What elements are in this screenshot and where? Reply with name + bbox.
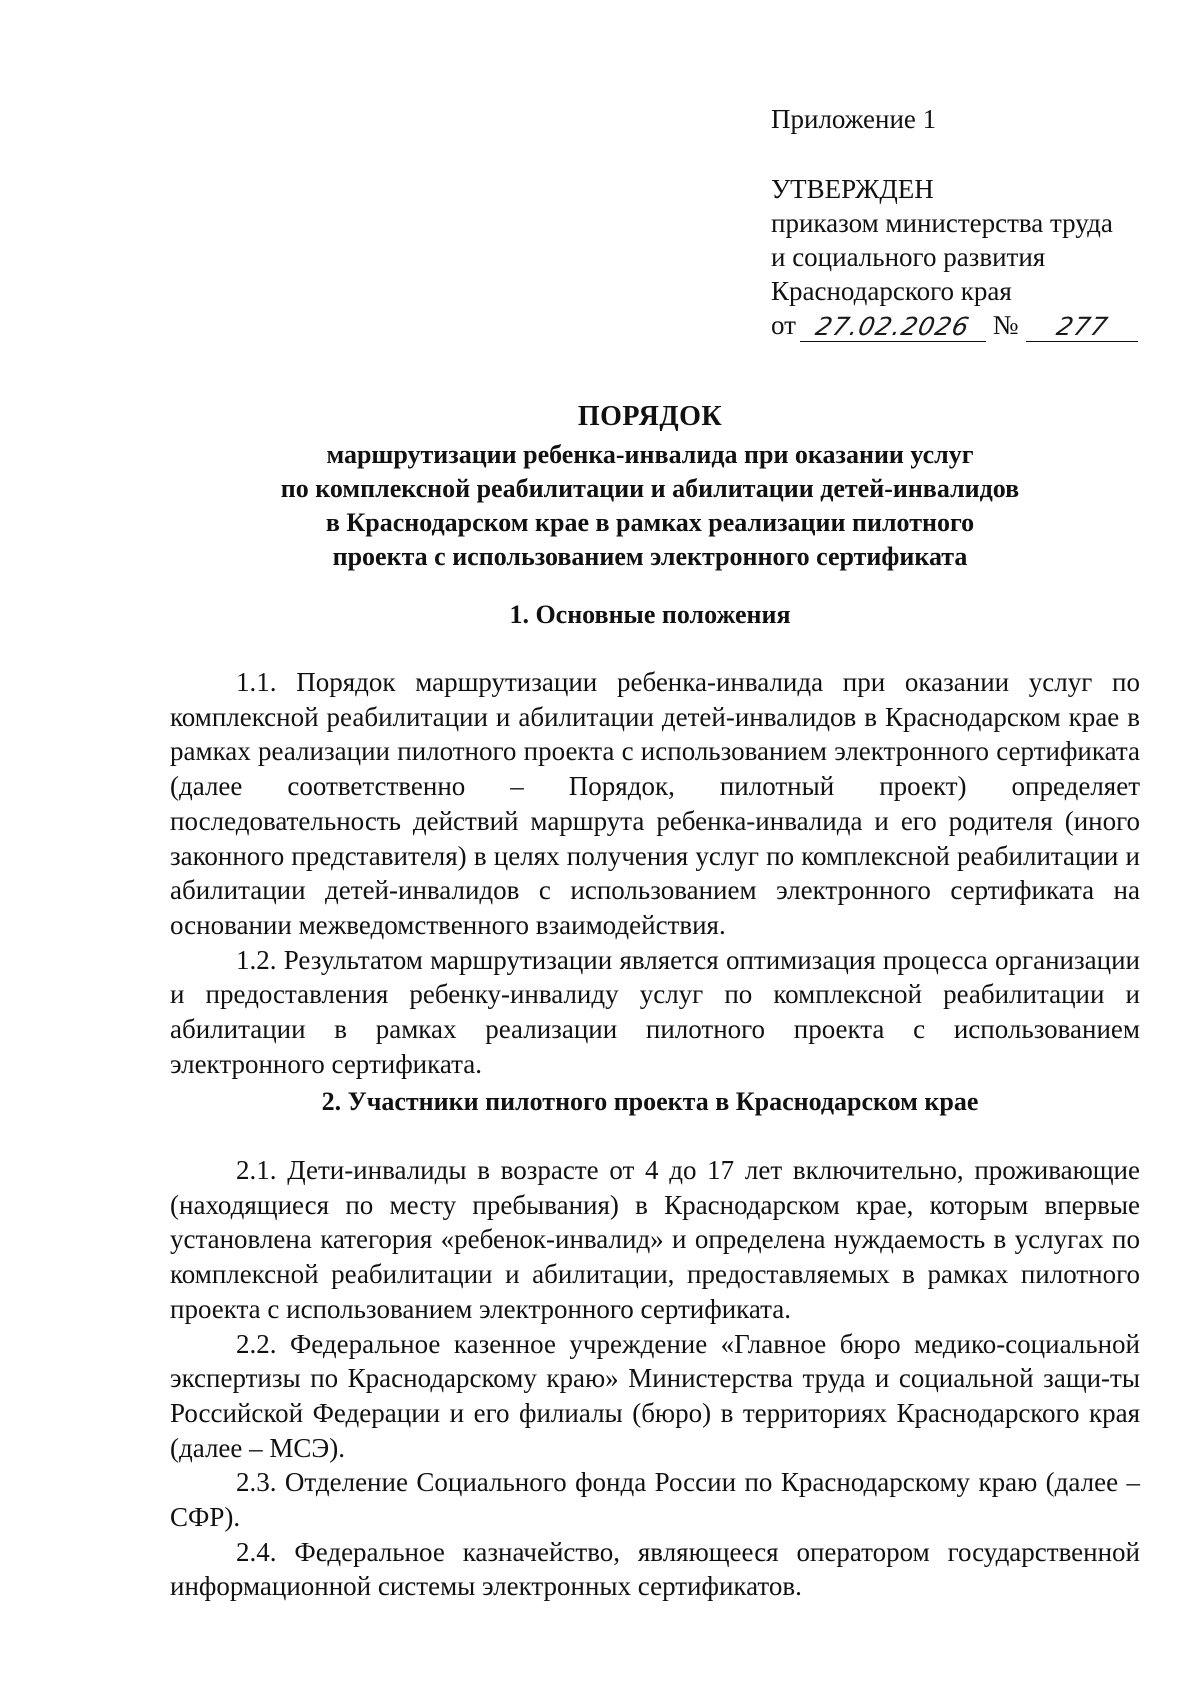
title-sub-line-1: маршрутизации ребенка-инвалида при оказании услуг [326, 440, 974, 469]
number-prefix: № [992, 310, 1019, 340]
approval-line-2: и социального развития [771, 242, 1046, 272]
paragraph-2-1: 2.1. Дети-инвалиды в возрасте от 4 до 17 лет включительно, проживающие (находящиеся по месту пребывания) в Краснодарском крае, которым впервые установлена категория «ребенок-инвалид» и определена нуждаемость в услугах по комплексной реабилитации и абилитации, предоставляемых в рамках пилотного проекта с использованием электронного сертификата. [170, 1155, 1140, 1324]
paragraph-1-1: 1.1. Порядок маршрутизации ребенка-инвалида при оказании услуг по комплексной реабилитации и абилитации детей-инвалидов в Краснодарском крае в рамках реализации пилотного проекта с использованием электронного сертификата (далее соответственно – Порядок, пилотный проект) определяет последовательность действий маршрута ребенка-инвалида и его родителя (иного законного представителя) в целях получения услуг по комплексной реабилитации и абилитации детей-инвалидов с использованием электронного сертификата на основании межведомственного взаимодействия. [170, 667, 1140, 940]
title-sub-line-4: проекта с использованием электронного сертификата [332, 542, 968, 571]
paragraph-1-2: 1.2. Результатом маршрутизации является оптимизация процесса организации и предоставления ребенку-инвалиду услуг по комплексной реабилитации и абилитации в рамках реализации пилотного проекта с использованием электронного сертификата. [170, 944, 1140, 1079]
date-prefix: от [771, 310, 796, 340]
approval-line-3: Краснодарского края [771, 276, 1012, 306]
paragraph-2-4: 2.4. Федеральное казначейство, являющееся оператором государственной информационной системы электронных сертификатов. [170, 1536, 1140, 1602]
handwritten-date: 27.02.2026 [813, 312, 973, 341]
section-2-heading: 2. Участники пилотного проекта в Краснодарском крае [321, 1087, 979, 1116]
title-main: ПОРЯДОК [577, 401, 723, 432]
date-number-line [771, 308, 1151, 344]
handwritten-number: 277 [1054, 312, 1112, 341]
section-2-body [170, 1153, 1140, 1604]
approval-line-1: приказом министерства труда [771, 208, 1113, 238]
title-sub-line-3: в Краснодарском крае в рамках реализации пилотного [325, 508, 975, 537]
approved-label: УТВЕРЖДЕН [771, 174, 934, 204]
section-1-body [170, 665, 1140, 1081]
document-title [150, 400, 1150, 574]
paragraph-2-2: 2.2. Федеральное казенное учреждение «Главное бюро медико-социальной экспертизы по Краснодарскому краю» Министерства труда и социальной защи-ты Российской Федерации и его филиалы (бюро) в территориях Краснодарского края (далее – МСЭ). [170, 1328, 1140, 1463]
paragraph-2-3: 2.3. Отделение Социального фонда России по Краснодарскому краю (далее – СФР). [170, 1467, 1140, 1533]
appendix-label: Приложение 1 [771, 104, 937, 134]
approval-block [771, 102, 1151, 344]
title-sub-line-2: по комплексной реабилитации и абилитации детей-инвалидов [280, 474, 1020, 503]
date-field [800, 311, 986, 342]
section-1-heading: 1. Основные положения [509, 600, 791, 629]
number-field [1026, 311, 1138, 342]
